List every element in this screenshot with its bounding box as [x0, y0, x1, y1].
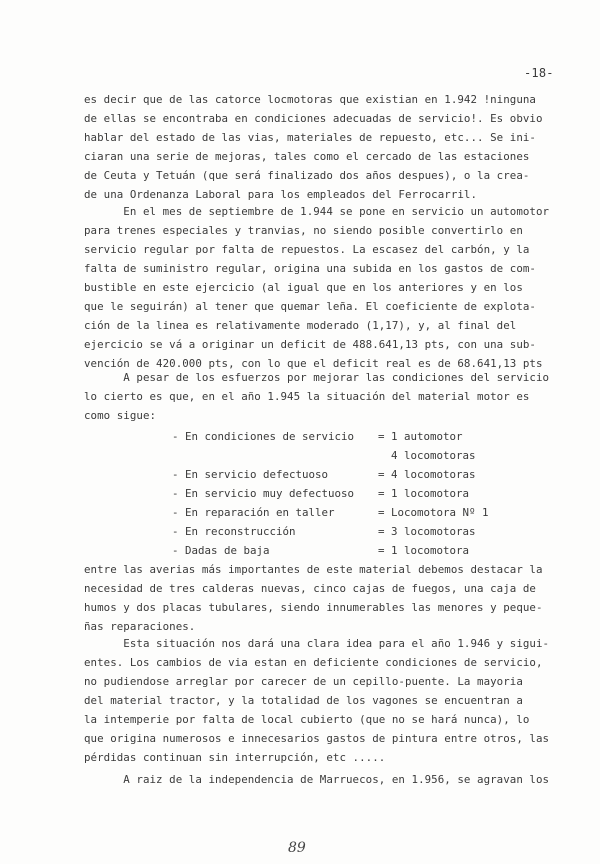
status-row	[172, 484, 572, 503]
text-line: que origina numerosos e innecesarios gastos de pintura entre otros, las	[84, 732, 550, 745]
status-value: = 1 locomotora	[378, 544, 470, 557]
text-line: falta de suministro regular, origina una subida en los gastos de com-	[84, 262, 536, 275]
paragraph-automotor	[84, 202, 584, 373]
status-value: 4 locomotoras	[378, 449, 476, 462]
page-number: -18-	[524, 66, 554, 80]
status-label: - Dadas de baja	[172, 544, 270, 557]
status-value: = Locomotora Nº 1	[378, 506, 489, 519]
text-line: pérdidas continuan sin interrupción, etc .....	[84, 751, 386, 764]
text-line: entes. Los cambios de via estan en deficiente condiciones de servicio,	[84, 656, 543, 669]
text-line: es decir que de las catorce locmotoras que existian en 1.942 !ninguna	[84, 93, 536, 106]
text-line: lo cierto es que, en el año 1.945 la situación del material motor es	[84, 390, 530, 403]
status-label: - En servicio muy defectuoso	[172, 487, 355, 500]
text-line: ñas reparaciones.	[84, 620, 196, 633]
text-line: A pesar de los esfuerzos por mejorar las condiciones del servicio	[84, 371, 550, 384]
text-line: vención de 420.000 pts, con lo que el deficit real es de 68.641,13 pts	[84, 357, 543, 370]
paragraph-situacion-1946	[84, 634, 584, 767]
text-line: de ellas se encontraba en condiciones adecuadas de servicio!. Es obvio	[84, 112, 543, 125]
text-line: ción de la linea es relativamente moderado (1,17), y, al final del	[84, 319, 517, 332]
status-value: = 3 locomotoras	[378, 525, 476, 538]
text-line: no pudiendose arreglar por carecer de un cepillo-puente. La mayoria	[84, 675, 523, 688]
text-line: la intemperie por falta de local cubierto (que no se hará nunca), lo	[84, 713, 530, 726]
text-line: ejercicio se vá a originar un deficit de 488.641,13 pts, con una sub-	[84, 338, 536, 351]
text-line: A raiz de la independencia de Marruecos, en 1.956, se agravan los	[84, 773, 550, 786]
status-label: - En condiciones de servicio	[172, 430, 355, 443]
text-line: para trenes especiales y tranvias, no siendo posible convertirlo en	[84, 224, 523, 237]
text-line: que le seguirán) al tener que quemar leña. El coeficiente de explota-	[84, 300, 536, 313]
paragraph-situacion-1945	[84, 368, 584, 425]
text-line: hablar del estado de las vias, materiales de repuesto, etc... Se ini-	[84, 131, 536, 144]
status-row	[172, 522, 572, 541]
text-line: Esta situación nos dará una clara idea para el año 1.946 y sigui-	[84, 637, 550, 650]
text-line: En el mes de septiembre de 1.944 se pone en servicio un automotor	[84, 205, 550, 218]
text-line: necesidad de tres calderas nuevas, cinco cajas de fuegos, una caja de	[84, 582, 536, 595]
status-row	[172, 541, 572, 560]
text-line: ciaran una serie de mejoras, tales como el cercado de las estaciones	[84, 150, 530, 163]
status-row	[172, 465, 572, 484]
paragraph-averias	[84, 560, 584, 636]
status-label: - En servicio defectuoso	[172, 468, 329, 481]
status-row	[172, 427, 572, 446]
handwritten-page-mark: 89	[288, 840, 306, 856]
status-label: - En reconstrucción	[172, 525, 296, 538]
status-row	[172, 446, 572, 465]
text-line: bustible en este ejercicio (al igual que en los anteriores y en los	[84, 281, 523, 294]
text-line: como sigue:	[84, 409, 157, 422]
text-line: humos y dos placas tubulares, siendo innumerables las menores y peque-	[84, 601, 543, 614]
text-line: del material tractor, y la totalidad de los vagones se encuentran a	[84, 694, 523, 707]
paragraph-independencia	[84, 770, 584, 789]
text-line: servicio regular por falta de repuestos. La escasez del carbón, y la	[84, 243, 530, 256]
text-line: de Ceuta y Tetuán (que será finalizado dos años despues), o la crea-	[84, 169, 530, 182]
status-value: = 1 locomotora	[378, 487, 470, 500]
text-line: de una Ordenanza Laboral para los empleados del Ferrocarril.	[84, 188, 478, 201]
status-value: = 1 automotor	[378, 430, 463, 443]
status-label: - En reparación en taller	[172, 506, 335, 519]
paragraph-intro	[84, 90, 584, 204]
text-line: entre las averias más importantes de este material debemos destacar la	[84, 563, 543, 576]
status-row	[172, 503, 572, 522]
status-value: = 4 locomotoras	[378, 468, 476, 481]
material-status-list	[172, 427, 572, 560]
